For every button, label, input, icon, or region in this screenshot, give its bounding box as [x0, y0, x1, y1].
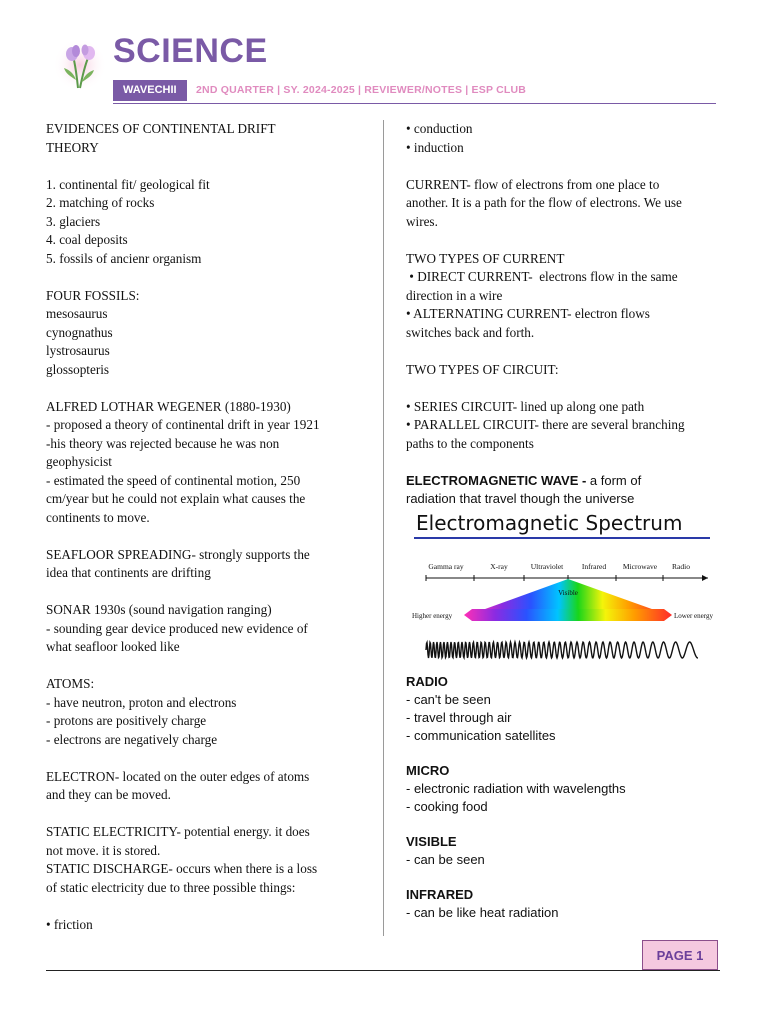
right-column-line: • PARALLEL CIRCUIT- there are several branching [406, 417, 685, 432]
left-column-line [46, 379, 346, 398]
wave-section [406, 833, 726, 869]
left-column-line: of static electricity due to three possible things: [46, 879, 296, 895]
right-column-line: switches back and forth. [406, 324, 535, 340]
author-tag: WAVECHII [113, 80, 187, 101]
left-column-line: - estimated the speed of continental motion, 250 [46, 472, 301, 488]
left-column-line: ELECTRON- located on the outer edges of atoms [46, 768, 310, 784]
em-wave-text-1: a form of [586, 472, 642, 488]
left-column-line: cynognathus [46, 324, 113, 340]
section-line: - communication satellites [406, 727, 556, 743]
right-column-line: wires. [406, 213, 438, 229]
band-gamma-ray: Gamma ray [428, 561, 464, 571]
section-heading: VISIBLE [406, 833, 457, 849]
right-column-line: paths to the components [406, 435, 534, 451]
em-wave-definition [406, 472, 726, 508]
left-column-line: 1. continental fit/ geological fit [46, 176, 210, 192]
page-title: SCIENCE [113, 32, 268, 70]
lower-energy-label: Lower energy [674, 611, 713, 620]
left-column-line: STATIC ELECTRICITY- potential energy. it does [46, 824, 310, 839]
left-column-line [46, 527, 346, 546]
right-column-line: CURRENT- flow of electrons from one place to [406, 176, 660, 192]
em-wave-heading: ELECTROMAGNETIC WAVE - [406, 472, 587, 488]
section-line: - travel through air [406, 709, 512, 725]
header-divider [113, 103, 716, 104]
column-divider [383, 120, 384, 936]
left-column-line: mesosaurus [46, 306, 108, 321]
band-infrared: Infrared [581, 561, 607, 571]
right-column-line: TWO TYPES OF CIRCUIT: [406, 361, 559, 377]
page-number-badge: PAGE 1 [642, 940, 718, 970]
left-column-line [46, 657, 346, 676]
band-ultraviolet: Ultraviolet [530, 561, 564, 571]
band-x-ray: X-ray [490, 561, 508, 571]
left-column-line: • friction [46, 916, 93, 932]
right-column-line: • ALTERNATING CURRENT- electron flows [406, 306, 650, 321]
left-column-line: 5. fossils of ancienr organism [46, 250, 202, 266]
left-column-line: continents to move. [46, 509, 150, 525]
left-column-line: - proposed a theory of continental drift in year 1921 [46, 417, 320, 432]
right-column-line: • SERIES CIRCUIT- lined up along one path [406, 398, 645, 414]
section-line: - can be like heat radiation [406, 904, 559, 920]
wave-sections [406, 673, 726, 922]
left-column-line: SEAFLOOR SPREADING- strongly supports the [46, 546, 310, 562]
visible-label: Visible [558, 588, 578, 597]
spectrum-diagram [406, 512, 716, 667]
wave-section [406, 762, 726, 816]
right-column-line: another. It is a path for the flow of electrons. We use [406, 195, 682, 210]
left-column-line [46, 805, 346, 824]
energy-arrow [464, 609, 672, 621]
left-column-line [46, 268, 346, 287]
left-column-line: cm/year but he could not explain what causes the [46, 491, 306, 506]
left-column-line: geophysicist [46, 454, 112, 469]
left-column-line: lystrosaurus [46, 343, 110, 358]
left-column-line: 4. coal deposits [46, 232, 128, 247]
left-column-line: - electrons are negatively charge [46, 731, 218, 747]
higher-energy-label: Higher energy [412, 611, 453, 620]
left-column-line: ATOMS: [46, 676, 95, 691]
left-column-line: 3. glaciers [46, 213, 101, 229]
right-column-line [406, 379, 726, 398]
right-column-line [406, 342, 726, 361]
header-subtitle: 2ND QUARTER | SY. 2024-2025 | REVIEWER/NOTES | ESP CLUB [196, 84, 527, 96]
left-column-line: EVIDENCES OF CONTINENTAL DRIFT [46, 121, 276, 136]
right-column-line: • induction [406, 139, 464, 155]
em-wave-text-2: radiation that travel though the universe [406, 490, 635, 506]
band-radio: Radio [672, 561, 690, 571]
wave-section [406, 886, 726, 922]
section-heading: INFRARED [406, 886, 474, 902]
left-column-line: - sounding gear device produced new evidence of [46, 620, 308, 636]
right-column-line: direction in a wire [406, 287, 503, 303]
right-column-notes [406, 120, 726, 453]
section-line: - can't be seen [406, 691, 491, 707]
right-column-line: TWO TYPES OF CURRENT [406, 250, 565, 266]
footer-rule [46, 970, 720, 971]
left-column-line: - protons are positively charge [46, 713, 207, 728]
band-microwave: Microwave [622, 561, 658, 571]
left-column-line: STATIC DISCHARGE- occurs when there is a loss [46, 861, 318, 876]
right-column-line [406, 157, 726, 176]
right-column-line: • DIRECT CURRENT- electrons flow in the same [406, 269, 678, 284]
left-column-line [46, 583, 346, 602]
left-column-line: glossopteris [46, 361, 110, 377]
left-column-line: not move. it is stored. [46, 842, 161, 858]
spectrum-title: Electromagnetic Spectrum [416, 511, 683, 535]
page-header [0, 0, 768, 110]
left-column-line: SONAR 1930s (sound navigation ranging) [46, 602, 272, 617]
left-column-line: FOUR FOSSILS: [46, 287, 140, 303]
left-column-line [46, 897, 346, 916]
section-line: - cooking food [406, 798, 488, 814]
left-column-line: - have neutron, proton and electrons [46, 694, 237, 710]
wave-section [406, 673, 726, 745]
section-line: - electronic radiation with wavelengths [406, 780, 626, 796]
left-column-line: ALFRED LOTHAR WEGENER (1880-1930) [46, 398, 291, 414]
electromagnetic-spectrum-figure [406, 512, 716, 667]
left-column-line: THEORY [46, 139, 99, 155]
right-column [406, 120, 726, 939]
right-column-line: • conduction [406, 121, 473, 136]
section-line: - can be seen [406, 851, 485, 867]
wave-line [426, 642, 698, 658]
section-heading: MICRO [406, 762, 450, 778]
left-column [46, 120, 346, 934]
left-column-line: idea that continents are drifting [46, 565, 211, 580]
left-column-line [46, 749, 346, 768]
flower-logo-icon [50, 38, 110, 93]
right-column-line [406, 231, 726, 250]
left-column-line [46, 157, 346, 176]
left-column-line: 2. matching of rocks [46, 195, 155, 210]
left-column-line: what seafloor looked like [46, 639, 180, 654]
left-column-line: -his theory was rejected because he was non [46, 435, 280, 451]
left-column-line: and they can be moved. [46, 787, 171, 802]
section-heading: RADIO [406, 673, 448, 689]
